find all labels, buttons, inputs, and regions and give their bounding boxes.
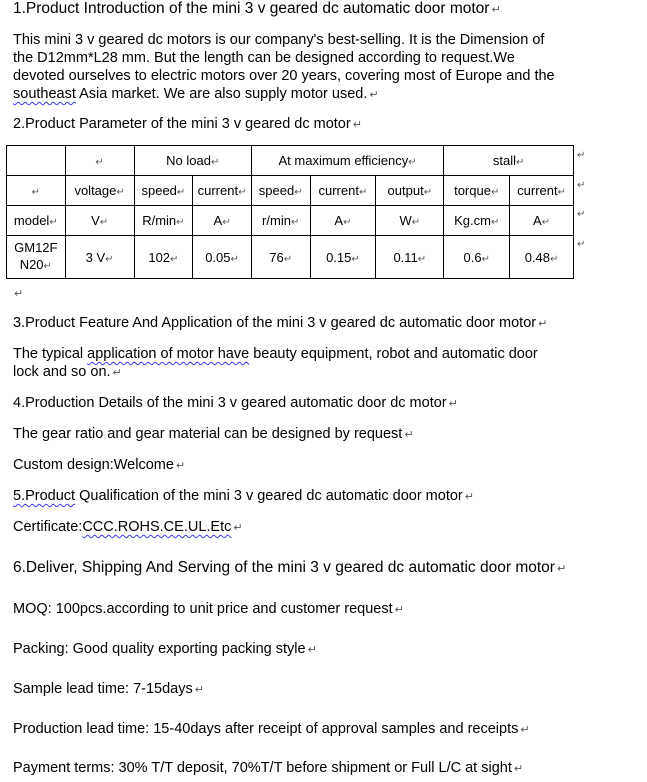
- section-1-body-line-1: This mini 3 v geared dc motors is our company's best-selling. It is the Dimension of: [13, 32, 545, 48]
- section-3-body-line-1: The typical application of motor have beauty equipment, robot and automatic door: [13, 346, 538, 362]
- table-row-group-header: [7, 146, 574, 176]
- value-torque: 0.6↵: [444, 236, 510, 279]
- section-1-title: 1.Product Introduction of the mini 3 v geared dc automatic door motor ↵: [13, 0, 501, 17]
- value-output: 0.11↵: [376, 236, 444, 279]
- group-header-no-load: No load↵: [134, 146, 251, 176]
- table-row-column-header: [7, 176, 574, 206]
- unit-voltage: V↵: [65, 206, 134, 236]
- unit-torque: Kg.cm↵: [444, 206, 510, 236]
- section-5-title: 5.Product Qualification of the mini 3 v geared dc automatic door motor ↵: [13, 488, 474, 504]
- sample-lead-time-line: Sample lead time: 7-15days ↵: [13, 681, 204, 697]
- section-3-title: 3.Product Feature And Application of the mini 3 v geared dc automatic door motor ↵: [13, 315, 548, 331]
- spellcheck-phrase: CCC.ROHS.CE.UL.Etc: [82, 519, 232, 535]
- header-current-no-load: current↵: [193, 176, 252, 206]
- moq-line: MOQ: 100pcs.according to unit price and customer request ↵: [13, 601, 404, 617]
- paragraph-mark: ↵: [464, 491, 474, 503]
- row-end-mark: ↵: [577, 239, 586, 250]
- custom-design-line: Custom design:Welcome ↵: [13, 457, 186, 473]
- paragraph-mark: ↵: [369, 89, 379, 101]
- header-speed-max-eff: speed↵: [251, 176, 310, 206]
- unit-model: model↵: [7, 206, 66, 236]
- section-4-title: 4.Production Details of the mini 3 v geared automatic door dc motor ↵: [13, 395, 458, 411]
- spellcheck-phrase: application of motor have: [87, 346, 250, 362]
- certificate-line: Certificate:CCC.ROHS.CE.UL.Etc ↵: [13, 519, 243, 535]
- paragraph-mark: ↵: [194, 684, 204, 696]
- unit-output: W↵: [376, 206, 444, 236]
- value-model: GM12F N20↵: [7, 236, 66, 279]
- table-cell: ↵: [7, 176, 66, 206]
- unit-current-stall: A↵: [510, 206, 574, 236]
- value-voltage: 3 V↵: [65, 236, 134, 279]
- paragraph-mark: ↵: [520, 724, 530, 736]
- header-current-max-eff: current↵: [310, 176, 376, 206]
- section-4-body: The gear ratio and gear material can be designed by request ↵: [13, 426, 414, 442]
- paragraph-mark: ↵: [233, 522, 243, 534]
- header-current-stall: current↵: [510, 176, 574, 206]
- group-header-stall: stall↵: [444, 146, 574, 176]
- spellcheck-word: 5.Product: [13, 488, 76, 504]
- value-speed-max-eff: 76↵: [251, 236, 310, 279]
- paragraph-mark: ↵: [556, 563, 567, 575]
- paragraph-mark: ↵: [352, 119, 362, 131]
- section-1-body-line-2: the D12mm*L28 mm. But the length can be designed according to request.We: [13, 50, 515, 66]
- header-voltage: voltage↵: [65, 176, 134, 206]
- payment-terms-line: Payment terms: 30% T/T deposit, 70%T/T before shipment or Full L/C at sight ↵: [13, 760, 524, 776]
- section-2-title: 2.Product Parameter of the mini 3 v geared dc motor ↵: [13, 116, 362, 132]
- table-row-units: [7, 206, 574, 236]
- value-speed-no-load: 102↵: [134, 236, 193, 279]
- paragraph-mark: ↵: [394, 604, 404, 616]
- paragraph-mark: ↵: [404, 429, 414, 441]
- unit-current-no-load: A↵: [193, 206, 252, 236]
- group-header-max-efficiency: At maximum efficiency↵: [251, 146, 443, 176]
- unit-speed-max-eff: r/min↵: [251, 206, 310, 236]
- paragraph-mark: ↵: [491, 4, 501, 16]
- unit-speed-no-load: R/min↵: [134, 206, 193, 236]
- table-row: [7, 236, 574, 279]
- header-speed-no-load: speed↵: [134, 176, 193, 206]
- paragraph-mark: ↵: [112, 367, 122, 379]
- section-6-title: 6.Deliver, Shipping And Serving of the mini 3 v geared dc automatic door motor ↵: [13, 559, 567, 576]
- header-output: output↵: [376, 176, 444, 206]
- row-end-mark: ↵: [577, 209, 586, 220]
- row-end-mark: ↵: [577, 180, 586, 191]
- parameter-table: [6, 145, 574, 279]
- production-lead-time-line: Production lead time: 15-40days after receipt of approval samples and receipts ↵: [13, 721, 530, 737]
- section-1-body-line-4: southeast Asia market. We are also supply motor used. ↵: [13, 86, 379, 102]
- paragraph-mark: ↵: [175, 460, 186, 472]
- packing-line: Packing: Good quality exporting packing style ↵: [13, 641, 317, 657]
- paragraph-mark: ↵: [513, 763, 524, 775]
- paragraph-mark: ↵: [14, 288, 24, 300]
- table-cell: ↵: [65, 146, 134, 176]
- unit-current-max-eff: A↵: [310, 206, 376, 236]
- table-cell: [7, 146, 66, 176]
- paragraph-mark: ↵: [538, 318, 548, 330]
- header-torque: torque↵: [444, 176, 510, 206]
- section-3-body-line-2: lock and so on. ↵: [13, 364, 122, 380]
- value-current-max-eff: 0.15↵: [310, 236, 376, 279]
- section-1-body-line-3: devoted ourselves to electric motors over 20 years, covering most of Europe and the: [13, 68, 555, 84]
- paragraph-mark: ↵: [448, 398, 458, 410]
- value-current-no-load: 0.05↵: [193, 236, 252, 279]
- value-current-stall: 0.48↵: [510, 236, 574, 279]
- row-end-mark: ↵: [577, 150, 586, 161]
- spellcheck-word: southeast: [13, 86, 76, 102]
- paragraph-mark: ↵: [307, 644, 317, 656]
